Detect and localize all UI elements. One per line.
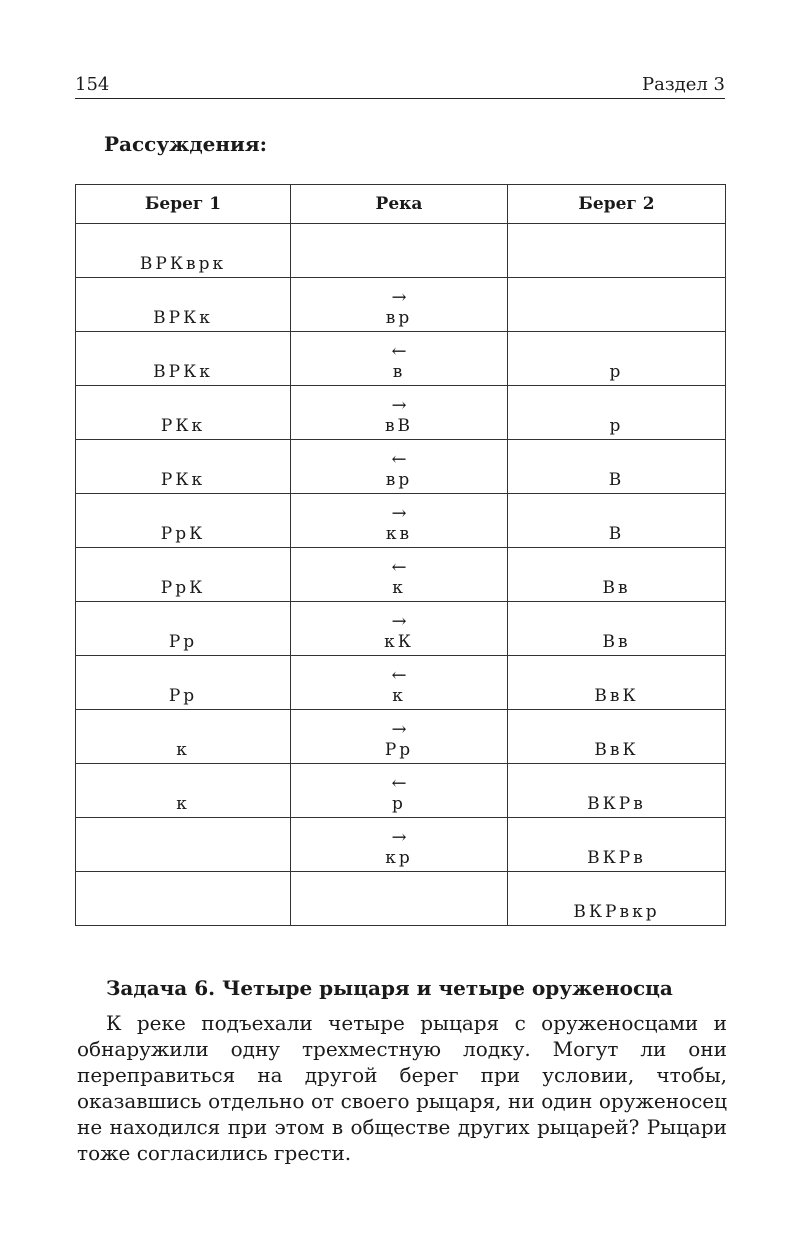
bank2-cell (508, 386, 726, 440)
table-row (76, 278, 726, 332)
table-row (76, 710, 726, 764)
reasoning-heading: Рассуждения: (104, 132, 268, 156)
river-cell (291, 872, 508, 926)
bank1-text: Рр (168, 632, 198, 652)
river-cell (291, 494, 508, 548)
table-row (76, 494, 726, 548)
page-header (75, 72, 725, 99)
river-cell (291, 656, 508, 710)
bank1-cell (76, 548, 291, 602)
bank2-cell (508, 872, 726, 926)
bank1-text: Рр (168, 686, 198, 706)
bank2-cell (508, 278, 726, 332)
river-text: к (392, 686, 406, 706)
page-number: 154 (75, 74, 110, 95)
bank1-text: РрК (160, 524, 206, 544)
bank2-cell (508, 548, 726, 602)
bank2-cell (508, 440, 726, 494)
bank2-cell (508, 224, 726, 278)
river-cell (291, 548, 508, 602)
table-row (76, 872, 726, 926)
bank1-text: к (176, 794, 190, 814)
direction-arrow-icon: → (391, 395, 407, 416)
river-text: кв (385, 524, 413, 544)
bank2-cell (508, 656, 726, 710)
direction-arrow-icon: → (391, 503, 407, 524)
bank2-text: ВКРв (587, 848, 646, 868)
bank2-text: Вв (602, 578, 631, 598)
river-text: Рр (384, 740, 414, 760)
bank2-cell (508, 602, 726, 656)
bank1-text: ВРКврк (139, 254, 227, 274)
table-row (76, 602, 726, 656)
column-header-bank1: Берег 1 (76, 185, 291, 224)
bank1-cell (76, 818, 291, 872)
direction-arrow-icon: ← (391, 665, 407, 686)
table-row (76, 224, 726, 278)
river-cell (291, 224, 508, 278)
river-cell (291, 332, 508, 386)
bank2-text: ВКРв (587, 794, 646, 814)
table-row (76, 386, 726, 440)
bank2-cell (508, 332, 726, 386)
bank2-text: р (609, 362, 624, 382)
bank1-text: ВРКк (153, 308, 213, 328)
bank1-cell (76, 602, 291, 656)
table-row (76, 656, 726, 710)
bank1-cell (76, 872, 291, 926)
direction-arrow-icon: ← (391, 773, 407, 794)
table-row (76, 332, 726, 386)
direction-arrow-icon: ← (391, 449, 407, 470)
river-text: вВ (384, 416, 414, 436)
bank2-cell (508, 494, 726, 548)
direction-arrow-icon: → (391, 827, 407, 848)
bank2-text: В (608, 524, 625, 544)
river-text: кр (385, 848, 413, 868)
direction-arrow-icon: → (391, 611, 407, 632)
table-header-row (76, 185, 726, 224)
river-text: р (392, 794, 406, 814)
direction-arrow-icon: → (391, 719, 407, 740)
bank2-text: р (609, 416, 624, 436)
bank2-text: ВвК (594, 740, 639, 760)
table-row (76, 548, 726, 602)
river-cell (291, 602, 508, 656)
river-text: к (392, 578, 406, 598)
crossing-table (75, 184, 726, 926)
bank1-cell (76, 494, 291, 548)
river-text: в (392, 362, 406, 382)
bank1-cell (76, 386, 291, 440)
river-cell (291, 710, 508, 764)
bank1-text: к (176, 740, 190, 760)
bank2-text: ВвК (594, 686, 639, 706)
table-row (76, 440, 726, 494)
river-cell (291, 386, 508, 440)
bank2-cell (508, 710, 726, 764)
bank2-cell (508, 764, 726, 818)
river-text: кК (384, 632, 414, 652)
bank1-text: РКк (160, 416, 206, 436)
bank1-cell (76, 224, 291, 278)
bank1-text: ВРКк (153, 362, 213, 382)
bank1-text: РКк (160, 470, 206, 490)
bank2-cell (508, 818, 726, 872)
bank2-text: Вв (602, 632, 631, 652)
river-cell (291, 278, 508, 332)
crossing-table-container (75, 184, 725, 926)
table-row (76, 764, 726, 818)
river-text: вр (385, 308, 413, 328)
bank1-cell (76, 332, 291, 386)
river-cell (291, 764, 508, 818)
bank1-cell (76, 710, 291, 764)
table-row (76, 818, 726, 872)
column-header-river: Река (291, 185, 508, 224)
task-heading: Задача 6. Четыре рыцаря и четыре оруженосца (106, 976, 673, 1000)
table-body (76, 224, 726, 926)
river-cell (291, 440, 508, 494)
river-text: вр (385, 470, 413, 490)
bank2-text: В (608, 470, 625, 490)
direction-arrow-icon: → (391, 287, 407, 308)
river-cell (291, 818, 508, 872)
bank1-text: РрК (160, 578, 206, 598)
task-text: К реке подъехали четыре рыцаря с оруженосцами и обнаружили одну трехместную лодку. Могут ли они переправиться на другой берег при условии, чтобы, оказавшись отдельно от своего рыцаря, ни один оруженосец не находился при этом в обществе других рыцарей? Рыцари тоже согласились грести. (77, 1011, 727, 1165)
bank2-text: ВКРвкр (573, 902, 660, 922)
bank1-cell (76, 764, 291, 818)
direction-arrow-icon: ← (391, 557, 407, 578)
section-title: Раздел 3 (641, 74, 725, 95)
bank1-cell (76, 278, 291, 332)
bank1-cell (76, 440, 291, 494)
bank1-cell (76, 656, 291, 710)
column-header-bank2: Берег 2 (508, 185, 726, 224)
direction-arrow-icon: ← (391, 341, 407, 362)
